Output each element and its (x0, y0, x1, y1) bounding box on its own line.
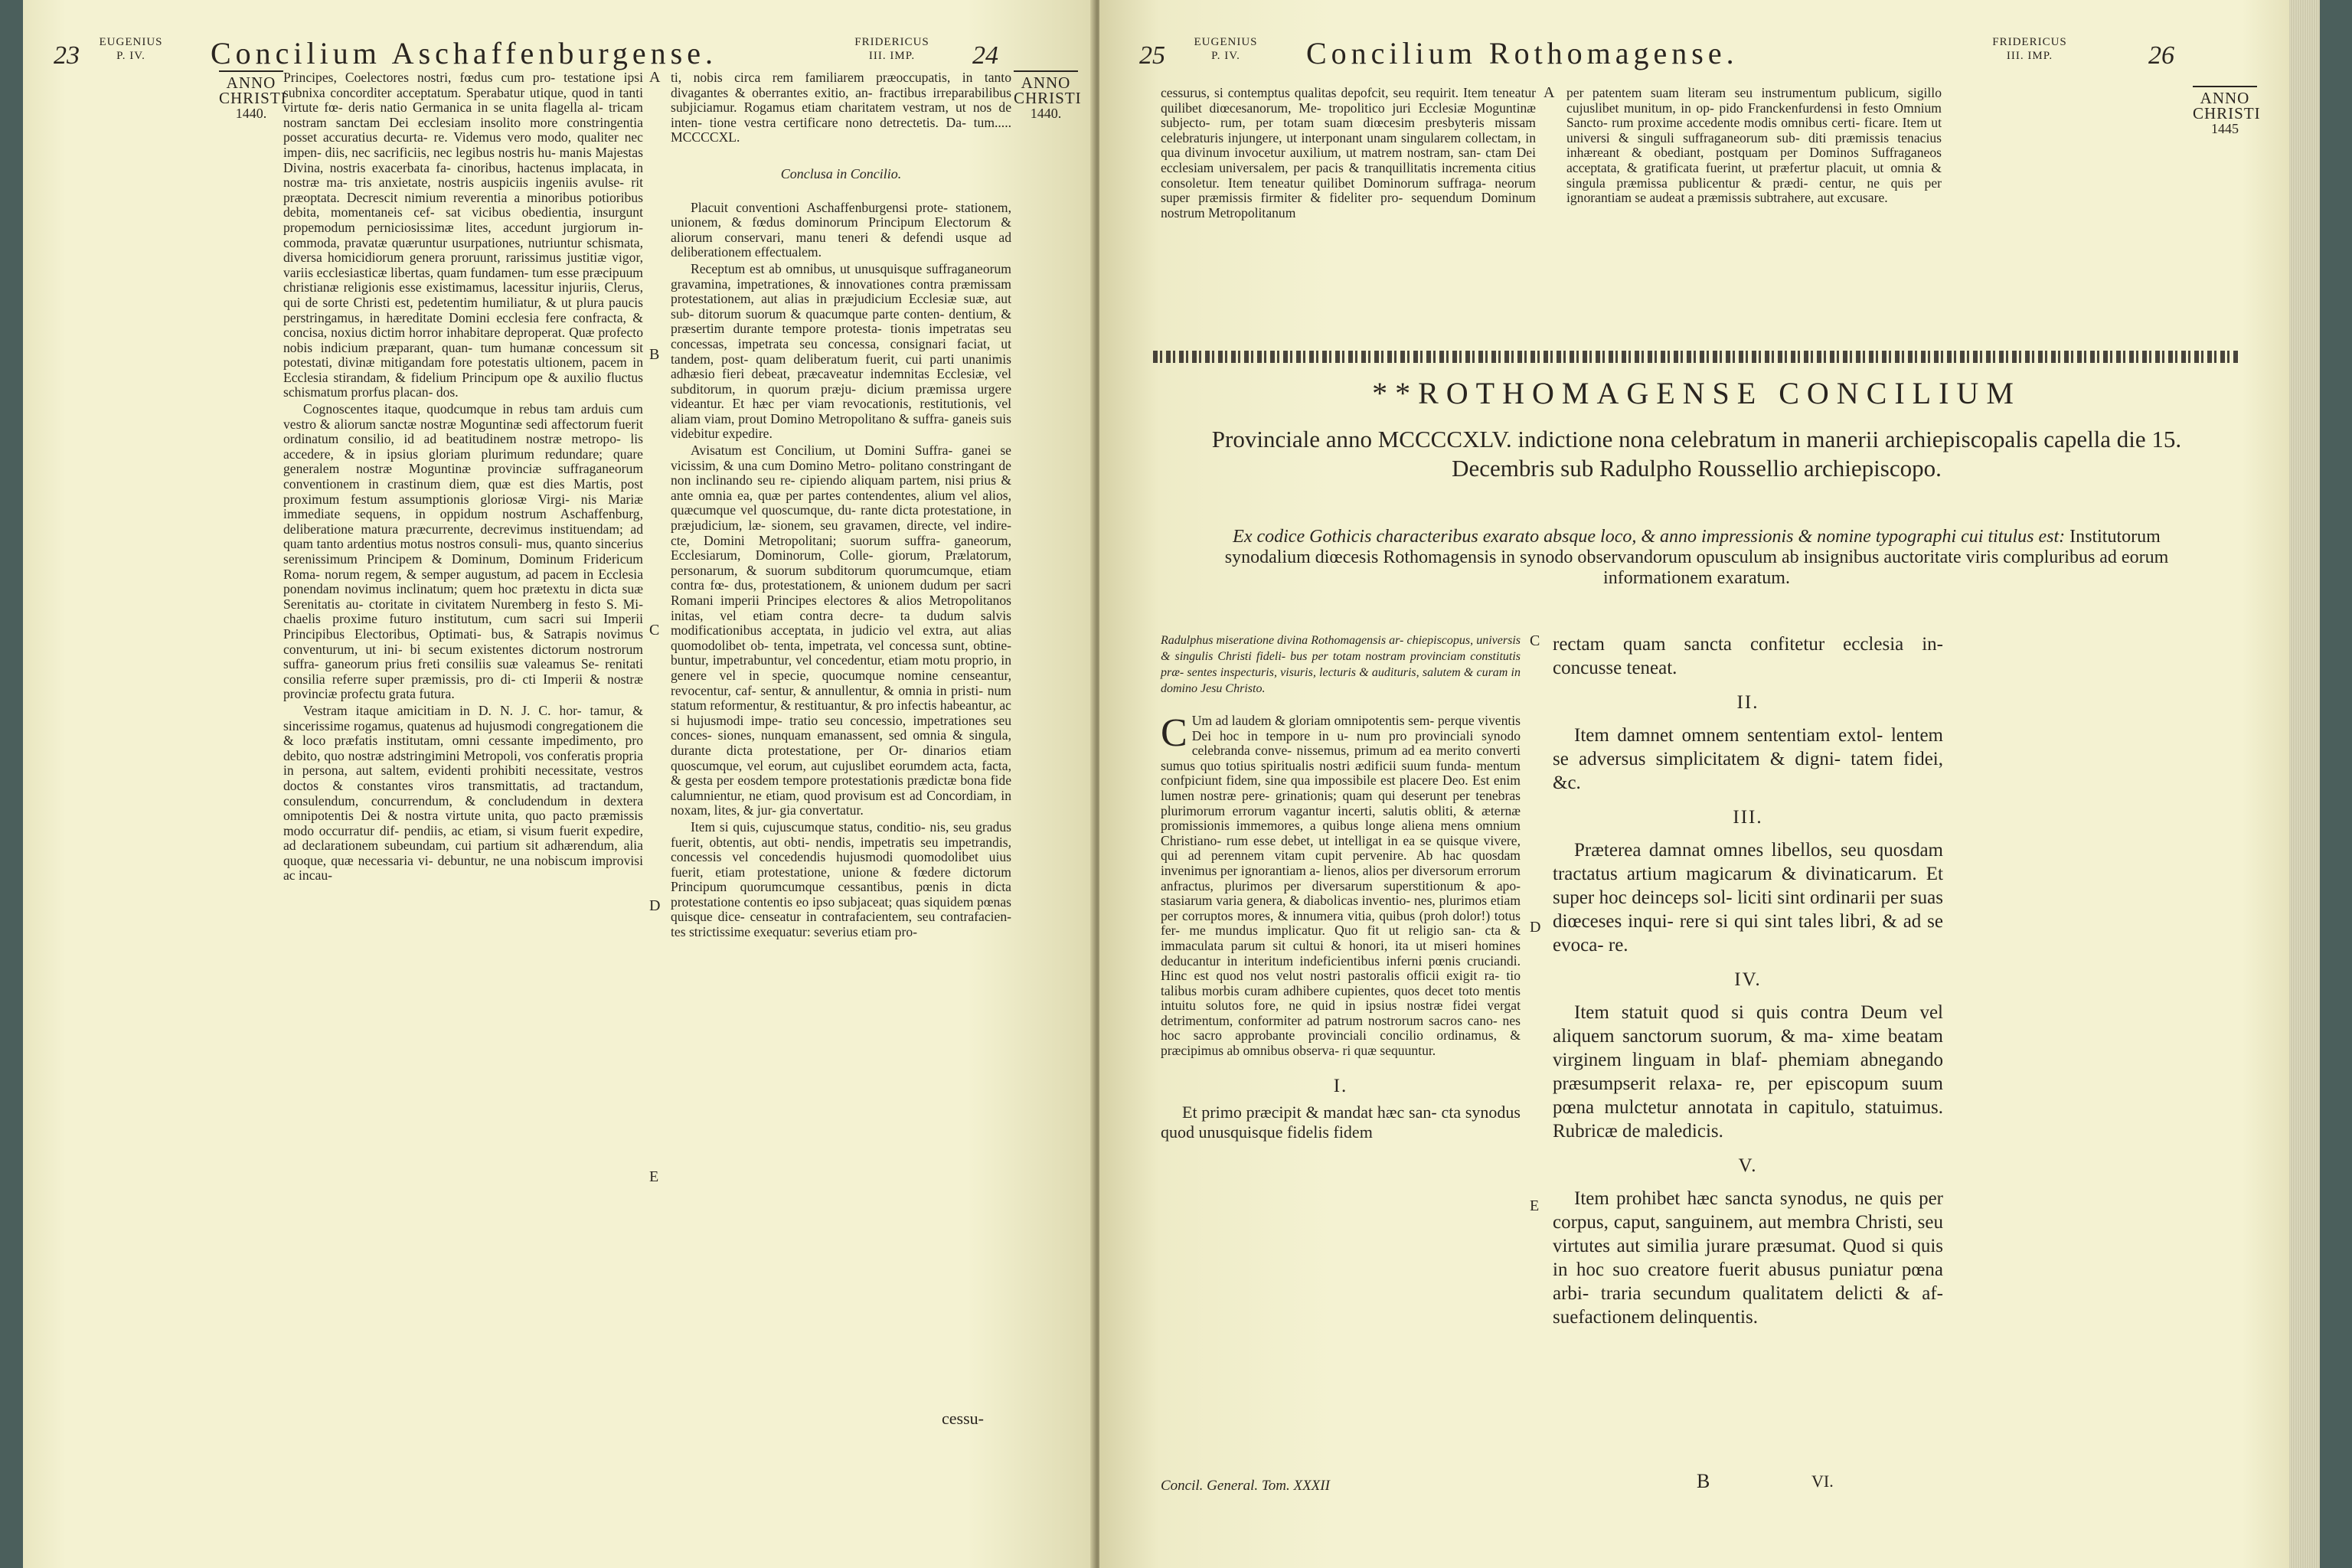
running-head-right (1099, 31, 2289, 77)
paragraph: Principes, Coelectores nostri, fœdus cum pro- testatione ipsi subnixa concorditer acceptatum. Sperabatur utique, quod in tanti virtute fœ- deris natio Germanica in se unita flagella al- tricam nostram sanctam Dei ecclesiam insolito more constringentia posset accuratius decurta- re. Videmus vero modo, qualiter nec impen- diis, nec sacrificiis, nec legibus nostris hu- manis Majestas Divina, nostris exacerbata fa- cinoribus, hactenus implacata, in nostræ ma- tris anxietate, nostris auspiciis ingeniis avulse- rit præoptata. Decrescit nimium reverentia a minoribus potioribus debita, momentaneis cef- sat vicibus obedientia, insurgunt propemodum perniciosissimæ lites, accedunt jurgiorum in- commoda, pravatæ quæruntur usurpationes, nutriuntur schismata, diversa homicidiorum genera proruunt, rarissimus justitiæ vigor, variis ecclesiasticæ libertas, quam fundamen- tum esse præcipuum christianæ religionis esse existimamus, lacessitur injuriis, Clerus, qui de sorte Christi est, pedetentim humiliatur, & ut plura paucis perstringamus, in hæreditate Domini ecclesia fere confracta, & concisa, noxius dictim horror inhabitare deproperat. Quæ profecto nobis indicium præparant, quan- tum humanæ concessum sit potestati, divinæ mitigandam fore potestatis ultionem, pacem in Ecclesia stirandam, & fidelium Principum ope & auxilio fluctus schismatum prorfus placan- dos. (283, 70, 643, 400)
drop-cap: C (1161, 711, 1187, 755)
page-edges (2289, 0, 2320, 1568)
anno-marker (219, 70, 287, 121)
paragraph: Præterea damnat omnes libellos, seu quosdam tractatus artium magicarum & divinaticarum. Et super hoc deinceps sol- liciti sint ordinarii per suas diœceses inqui- rere si qui sint tales libri, & ad se evoca- re. (1553, 840, 1943, 956)
paragraph: Avisatum est Concilium, ut Domini Suffra- ganei se vicissim, & una cum Domino Metro- politano constringant de non inclinando seu re- cipiendo aliquam partem, nisi prius & ante omnia ea, quæ per partes contendentes, alium vel alios, quæcumque vel quoscumque, du- rante dicta protestatione, in præjudicium, læ- sionem, seu gravamen, directe, vel indire- cte, Domini Metropolitani; suorum suffra- ganeorum, Ecclesiarum, Dominorum, Colle- giorum, Prælatorum, personarum, & suorum subditorum quorumcumque, etiam contra fœ- dus, protestationem, & unionem dudum per sacri Romani imperii Principes electores & alios Metropolitanos initas, vel etiam contra decre- ta dudum salvis modificationibus acceptata, in judicio vel extra, aut alias quomodolibet ob- tenta, impetrata, vel concessa sunt, obtine- buntur, impetrabuntur, vel concedentur, etiam motu proprio, in genere vel in specie, quocumque nomine censeantur, revocentur, caf- sentur, & annullentur, & omnia in pristi- num statum reformentur, & restituantur, & pro infectis habeantur, ac si hujusmodi impe- tratio seu concessio, impetrationes seu conces- siones, nunquam emanassent, sed omnia & singula, durante dicta protestatione, per Or- dinarios etiam quoscumque, vel eorum, aut cujuslibet eorumdem acta, facta, & gesta per eosdem tempore protestationis prædictæ bona fide calumnientur, ne etiam, quod provisum est ad Concordiam, in noxam, lites, & jur- gia convertatur. (671, 443, 1011, 818)
page-title: Concilium Rothomagense. (1306, 36, 1739, 70)
margin-letter: A (649, 69, 661, 86)
paragraph: Receptum est ab omnibus, ut unusquisque suffraganeorum gravamina, impetrationes, & innovationes contra præmissam protestationem, aut alias in præjudicium Ecclesiæ suæ, aut sub- ditorum suorum & quacumque parte conten- dentium, & præsertim durante tempore protesta- tionis impetratas seu concessas, impetrata seu concessa, consignari faciat, ut tandem, post- quam deliberatum fuerit, cui parti unanimis adhæsio fieri debeat, præcaveatur indemnitas Ecclesiæ, vel subditorum, in quorum præju- dicium præmissa urgere videantur. Et hæc per viam revocationis, restitutionis, vel aliam viam, prout Domino Metropolitano & suffra- ganeis suis videbitur expedire. (671, 260, 1011, 442)
margin-letter: D (1530, 919, 1541, 936)
page-number: 25 (1139, 41, 1165, 70)
anno-year: 1440. (235, 106, 267, 121)
margin-letter: A (1544, 84, 1555, 101)
signature-mark: B (1697, 1470, 1710, 1492)
source-note (1191, 527, 2202, 589)
anno-label: ANNO CHRISTI (1014, 70, 1078, 106)
source-note-italic: Ex codice Gothicis characteribus exarato absque loco, & anno impressionis & nomine typographi cui titulus est: (1233, 527, 2066, 547)
section-heading: II. (1736, 692, 1759, 713)
decorative-rule (1153, 351, 2240, 363)
pope-label: EUGENIUS P. IV. (99, 36, 163, 62)
anno-label: ANNO CHRISTI (2193, 86, 2257, 121)
section-heading: III. (1733, 807, 1763, 828)
anno-year: 1440. (1030, 106, 1062, 121)
emperor-label: FRIDERICUS III. IMP. (1992, 36, 2067, 62)
paragraph: Item si quis, cujuscumque status, conditio- nis, seu gradus fuerit, obtentis, aut obti- nendis, impetratis seu impetrandis, concessis vel concedendis hujusmodi quomodolibet uius fuerit, etiam protestatione, unione & fœdere dictorum Principum quorumcumque cessantibus, pœnis in dicta protestatione contentis eo ipso subjaceat; quas siquidem pœnas quisque dice- censeatur in contrafacientem, seu contrafacien- tes strictissime exequatur: severius etiam pro- (671, 818, 1011, 940)
body-column-right (1553, 632, 1943, 1332)
paragraph: Placuit conventioni Aschaffenburgensi prote- stationem, unionem, & fœdus dominorum Principum Electorum & aliorum conservari, manu teneri & defendi usque ad deliberationem effectualem. (671, 199, 1011, 260)
anno-marker (2193, 86, 2261, 136)
paragraph: Item statuit quod si quis contra Deum vel aliquem sanctorum suorum, & ma- xime beatam virginem linguam in blaf- phemiam abnegando præsumpserit relaxa- re, per episcopum suum pœna mulctetur annotata in capitulo, statuimus. Rubricæ de maledicis. (1553, 1002, 1943, 1142)
paragraph-text: Um ad laudem & gloriam omnipotentis sem- perque viventis Dei hoc in tempore in u- num pro provinciali synodo celebranda conve- nissemus, primum ad ea merito converti sumus quo totius spiritualis nostri ædificii suum funda- mentum confpiciunt fidem, sine qua impossibile est placere Deo. Est enim lumen nostræ pere- grinationis; quam qui deserunt per tenebras plurimorum errorum vagantur incerti, salutis obliti, & æternæ promissionis immemores, a quibus longe aliena mens omnium Christiano- rum esse debet, ut intelligat in ea se quisque vivere, qui ad perennem vitam cupit pervenire. Ab hac quosdam invenimus per ignorantiam a- lienos, alios per diversorum errorum anfractus, plurimos per diversarum superstitionum & apo- stasiarum varia genera, & diabolicas inventio- nes, plurimos etiam per corruptos mores, & innumera vitia, quibus (proh dolor!) totus fer- me mundus implicatur. Quo fit ut religio san- cta & immaculata parum sit cultui & honori, ita ut miseri homines deducantur in interitum indeficientibus inferni pœnis cruciandi. Hinc est quod nos velut nostri pastoralis officii exigit ra- tio talibus morbis curam adhibere cupientes, quos decet toto mentis intuitu solutos fore, ne quid in ipsius nostræ fidei vergat detrimentum, conformiter ad patrum nostrorum sacros cano- nes hoc sacro approbante provinciali concilio ordinamus, & præcipimus ab omnibus observa- ri quæ sequuntur. (1161, 713, 1521, 1059)
paragraph: Item prohibet hæc sancta synodus, ne quis per corpus, caput, sanguinem, aut membra Christi, seu virtutes aut similia jurare præsumat. Quod si quis in hoc suo creatore fuerit abusus puniatur pœna arbi- traria secundum qualitatem delicti & af- suefactionem delinquentis. (1553, 1188, 1943, 1328)
body-column-left (1161, 632, 1521, 1145)
paragraph: Et primo præcipit & mandat hæc san- cta synodus quod unusquisque fidelis fidem (1161, 1102, 1521, 1142)
margin-letter: D (649, 897, 661, 914)
paragraph: cessurus, si contemptus qualitas depofcit, seu requirit. Item teneatur quilibet diœcesanorum, Me- tropolitico juri Ecclesiæ Moguntinæ subjecto- rum, per totam suam diœcesim presbyteris missam celebraturis injungere, ut interponant unam singularem collectam, in qua divinum invocetur auxilium, ut matrem nostram, san- ctam Dei ecclesiam universalem, per pacis & tranquillitatis incrementa citius consoletur. Item teneatur quilibet Dominorum suffraga- neorum super præmissis firmiter & fideliter pro- sequendum Dominum nostrum Metropolitanum (1161, 85, 1536, 220)
pope-label: EUGENIUS P. IV. (1194, 36, 1258, 62)
margin-letter: C (649, 622, 660, 639)
margin-letter: C (1530, 632, 1540, 649)
council-title: **ROTHOMAGENSE CONCILIUM (1372, 376, 2021, 410)
left-page (23, 0, 1095, 1568)
paragraph: ti, nobis circa rem familiarem præoccupatis, in tanto divagantes & oberrantes exitio, an- fractibus irreparabilibus subjiciamur. Rogamus etiam charitatem vestram, ut nos de inten- tione vestra certificare nono detrectetis. Da- tum..... MCCCCXL. (671, 70, 1011, 145)
page-number: 23 (54, 41, 80, 70)
text-column-1 (283, 70, 643, 885)
paragraph: rectam quam sancta confitetur ecclesia in- concusse teneat. (1553, 634, 1943, 678)
text-column-top-2 (1566, 86, 1942, 209)
page-title: Concilium Aschaffenburgense. (211, 36, 717, 70)
section-heading: I. (1333, 1075, 1348, 1096)
margin-letter: B (649, 346, 660, 363)
anno-year: 1445 (2211, 121, 2239, 136)
paragraph: per patentem suam literam seu instrumentum publicum, sigillo cujuslibet munitum, in op- pido Franckenfurdensi in festo Omnium Sancto- rum proxime accedente modis omnibus certi- ficare. Item ut universi & singuli suffraganeorum sub- diti præmissis tenacius inhæreant & obediant, postquam per Dominos Suffraganeos acceptata, & gratificata fuerint, ut præfertur placuit, ut omnia & singula præmissa publicentur & prædi- centur, ne quis per ignorantiam se audeat a præmissis subtrahere, aut excusare. (1566, 85, 1942, 206)
section-heading: IV. (1734, 969, 1762, 990)
text-column-top-1 (1161, 86, 1536, 224)
page-number: 24 (972, 41, 998, 70)
source-note-text: Institutorum synodalium diœcesis Rothomagensis in synodo observandorum opusculum ab insignibus auctoritate viris compluribus ad eorum informationem exaratum. (1224, 527, 2169, 588)
paragraph: Cognoscentes itaque, quodcumque in rebus tam arduis cum vestro & aliorum sanctæ nostræ Moguntinæ sedi affectorum fuerit ordinatum consilio, id ad beatitudinem nostræ metropo- lis accedere, & in ipsius gloriam plurimum redundare; quare generalem nostræ Moguntinæ provinciæ suffraganeorum conventionem in crastinum diem, quæ est dies Martis, post proximum festum assumptionis gloriosæ Virgi- nis Mariæ immediate sequens, in oppidum nostrum Aschaffenburg, deliberatione matura præcurrente, decrevimus instituendam; ad quam tanto ardentius motus nostros consuli- mus, quanto sincerius serenissimum Principem & Dominum, Dominum Fridericum Roma- norum regem, & semper augustum, ad pacem in Ecclesia ponendam novimus inclinatum; quem hoc prætextu in dicta suæ Serenitatis au- ctoritate in civitatem Nuremberg in festo S. Mi- chaelis proxime futuro institutum, cum sacri sui Imperii Principibus Electoribus, Optimati- bus, & Satrapis novimus conventurum, ut ini- bi secum existentes dictorum nostrorum suffra- ganeorum prius freti consiliis suæ valeamus Se- renitati consilia referre super præmissis, pro di- cti Imperii & nostræ provinciæ profectu grata futura. (283, 401, 643, 702)
emperor-label: FRIDERICUS III. IMP. (854, 36, 929, 62)
right-page (1099, 0, 2289, 1568)
anno-marker-right (1014, 70, 1082, 121)
paragraph (1161, 711, 1521, 1059)
margin-letter: E (1530, 1197, 1540, 1214)
text-column-2 (671, 70, 1011, 942)
anno-label: ANNO CHRISTI (219, 70, 283, 106)
council-subtitle: Provinciale anno MCCCCXLV. indictione nona celebratum in manerii archiepiscopalis capella die 15. Decembris sub Radulpho Roussellio archiepiscopo. (1211, 426, 2182, 482)
catchword: VI. (1811, 1472, 1834, 1491)
paragraph: Vestram itaque amicitiam in D. N. J. C. hor- tamur, & sincerissime rogamus, quatenus ad hujusmodi congregationem die & loco præfatis institutam, omni cessante impedimento, pro debito, quo nostræ adstringimini Metropoli, vos conferatis propria in persona, aut saltem, evidenti prohibiti necessitate, vestros doctos & constantes viros transmittatis, ad tractandum, consulendum, concurrendum, & concludendum in dextera omnipotentis Dei & nostra virtute unita, quo pacto præmissis modo occurratur dif- pendiis, ac etiam, si visum fuerit expedire, ad declarationem subeundam, cui partium sit adhærendum, alia quoque, quæ necessaria vi- debuntur, ne una nobiscum improvisi ac incau- (283, 702, 643, 884)
page-number: 26 (2148, 41, 2174, 70)
section-heading: V. (1738, 1155, 1758, 1176)
section-heading: Conclusa in Concilio. (780, 165, 902, 181)
volume-note: Concil. General. Tom. XXXII (1161, 1478, 1330, 1494)
salutation: Radulphus miseratione divina Rothomagensis ar- chiepiscopus, universis & singulis Christi fideli- bus per totam nostram provinciam constitutis præ- sentes inspecturis, visuris, lecturis & audituris, salutem & curam in domino Jesu Christo. (1161, 634, 1521, 695)
catchword: cessu- (942, 1409, 984, 1428)
paragraph: Item damnet omnem sententiam extol- lentem se adversus simplicitatem & digni- tatem fidei, &c. (1553, 725, 1943, 793)
margin-letter: E (649, 1168, 659, 1185)
